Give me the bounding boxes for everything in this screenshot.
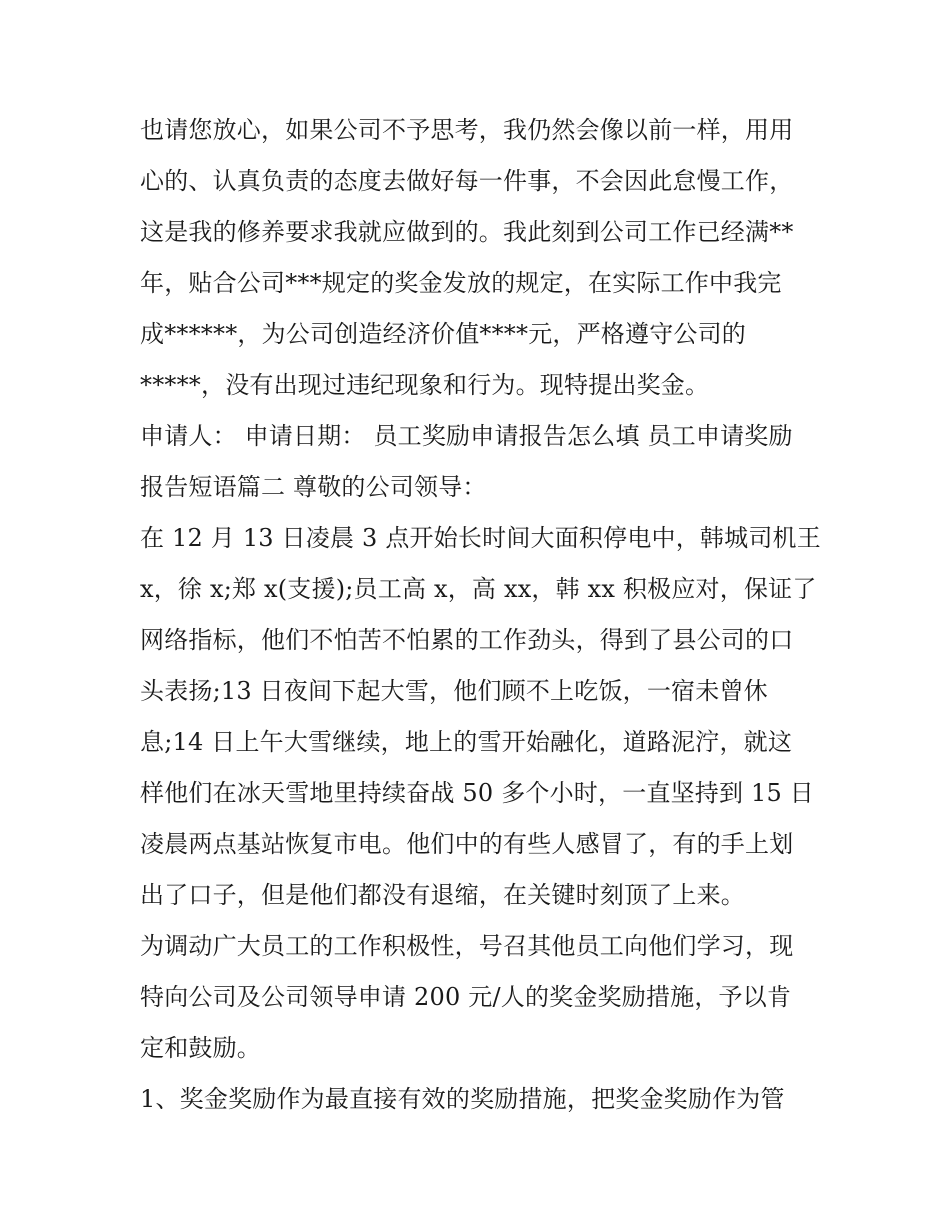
text-line: 样他们在冰天雪地里持续奋战 50 多个小时，一直坚持到 15 日 xyxy=(140,779,814,807)
text-line: 在 12 月 13 日凌晨 3 点开始长时间大面积停电中，韩城司机王 xyxy=(140,524,821,552)
text-line: 出了口子，但是他们都没有退缩，在关键时刻顶了上来。 xyxy=(140,881,745,909)
text-line: 报告短语篇二 尊敬的公司领导： xyxy=(140,473,487,501)
text-line: 申请人： 申请日期： 员工奖励申请报告怎么填 员工申请奖励 xyxy=(140,422,793,450)
text-line: 头表扬;13 日夜间下起大雪，他们顾不上吃饭，一宿未曾休 xyxy=(140,677,768,705)
text-line: 也请您放心，如果公司不予思考，我仍然会像以前一样，用用 xyxy=(140,116,794,144)
text-line: 特向公司及公司领导申请 200 元/人的奖金奖励措施，予以肯 xyxy=(140,983,792,1011)
text-line: 心的、认真负责的态度去做好每一件事，不会因此怠慢工作， xyxy=(140,167,794,195)
text-line: 定和鼓励。 xyxy=(140,1034,261,1062)
text-line: 为调动广大员工的工作积极性，号召其他员工向他们学习，现 xyxy=(140,932,794,960)
text-line: 网络指标，他们不怕苦不怕累的工作劲头，得到了县公司的口 xyxy=(140,626,794,654)
text-line: 成******，为公司创造经济价值****元，严格遵守公司的 xyxy=(140,320,746,348)
text-line: 息;14 日上午大雪继续，地上的雪开始融化，道路泥泞，就这 xyxy=(140,728,793,756)
text-line: 1、奖金奖励作为最直接有效的奖励措施，把奖金奖励作为管 xyxy=(140,1085,785,1113)
text-line: 这是我的修养要求我就应做到的。我此刻到公司工作已经满** xyxy=(140,218,794,246)
text-line: x，徐 x;郑 x(支援);员工高 x，高 xx，韩 xx 积极应对，保证了 xyxy=(140,575,817,603)
text-line: 凌晨两点基站恢复市电。他们中的有些人感冒了，有的手上划 xyxy=(140,830,794,858)
text-line: *****，没有出现过违纪现象和行为。现特提出奖金。 xyxy=(140,371,710,399)
text-line: 年，贴合公司***规定的奖金发放的规定，在实际工作中我完 xyxy=(140,269,782,297)
